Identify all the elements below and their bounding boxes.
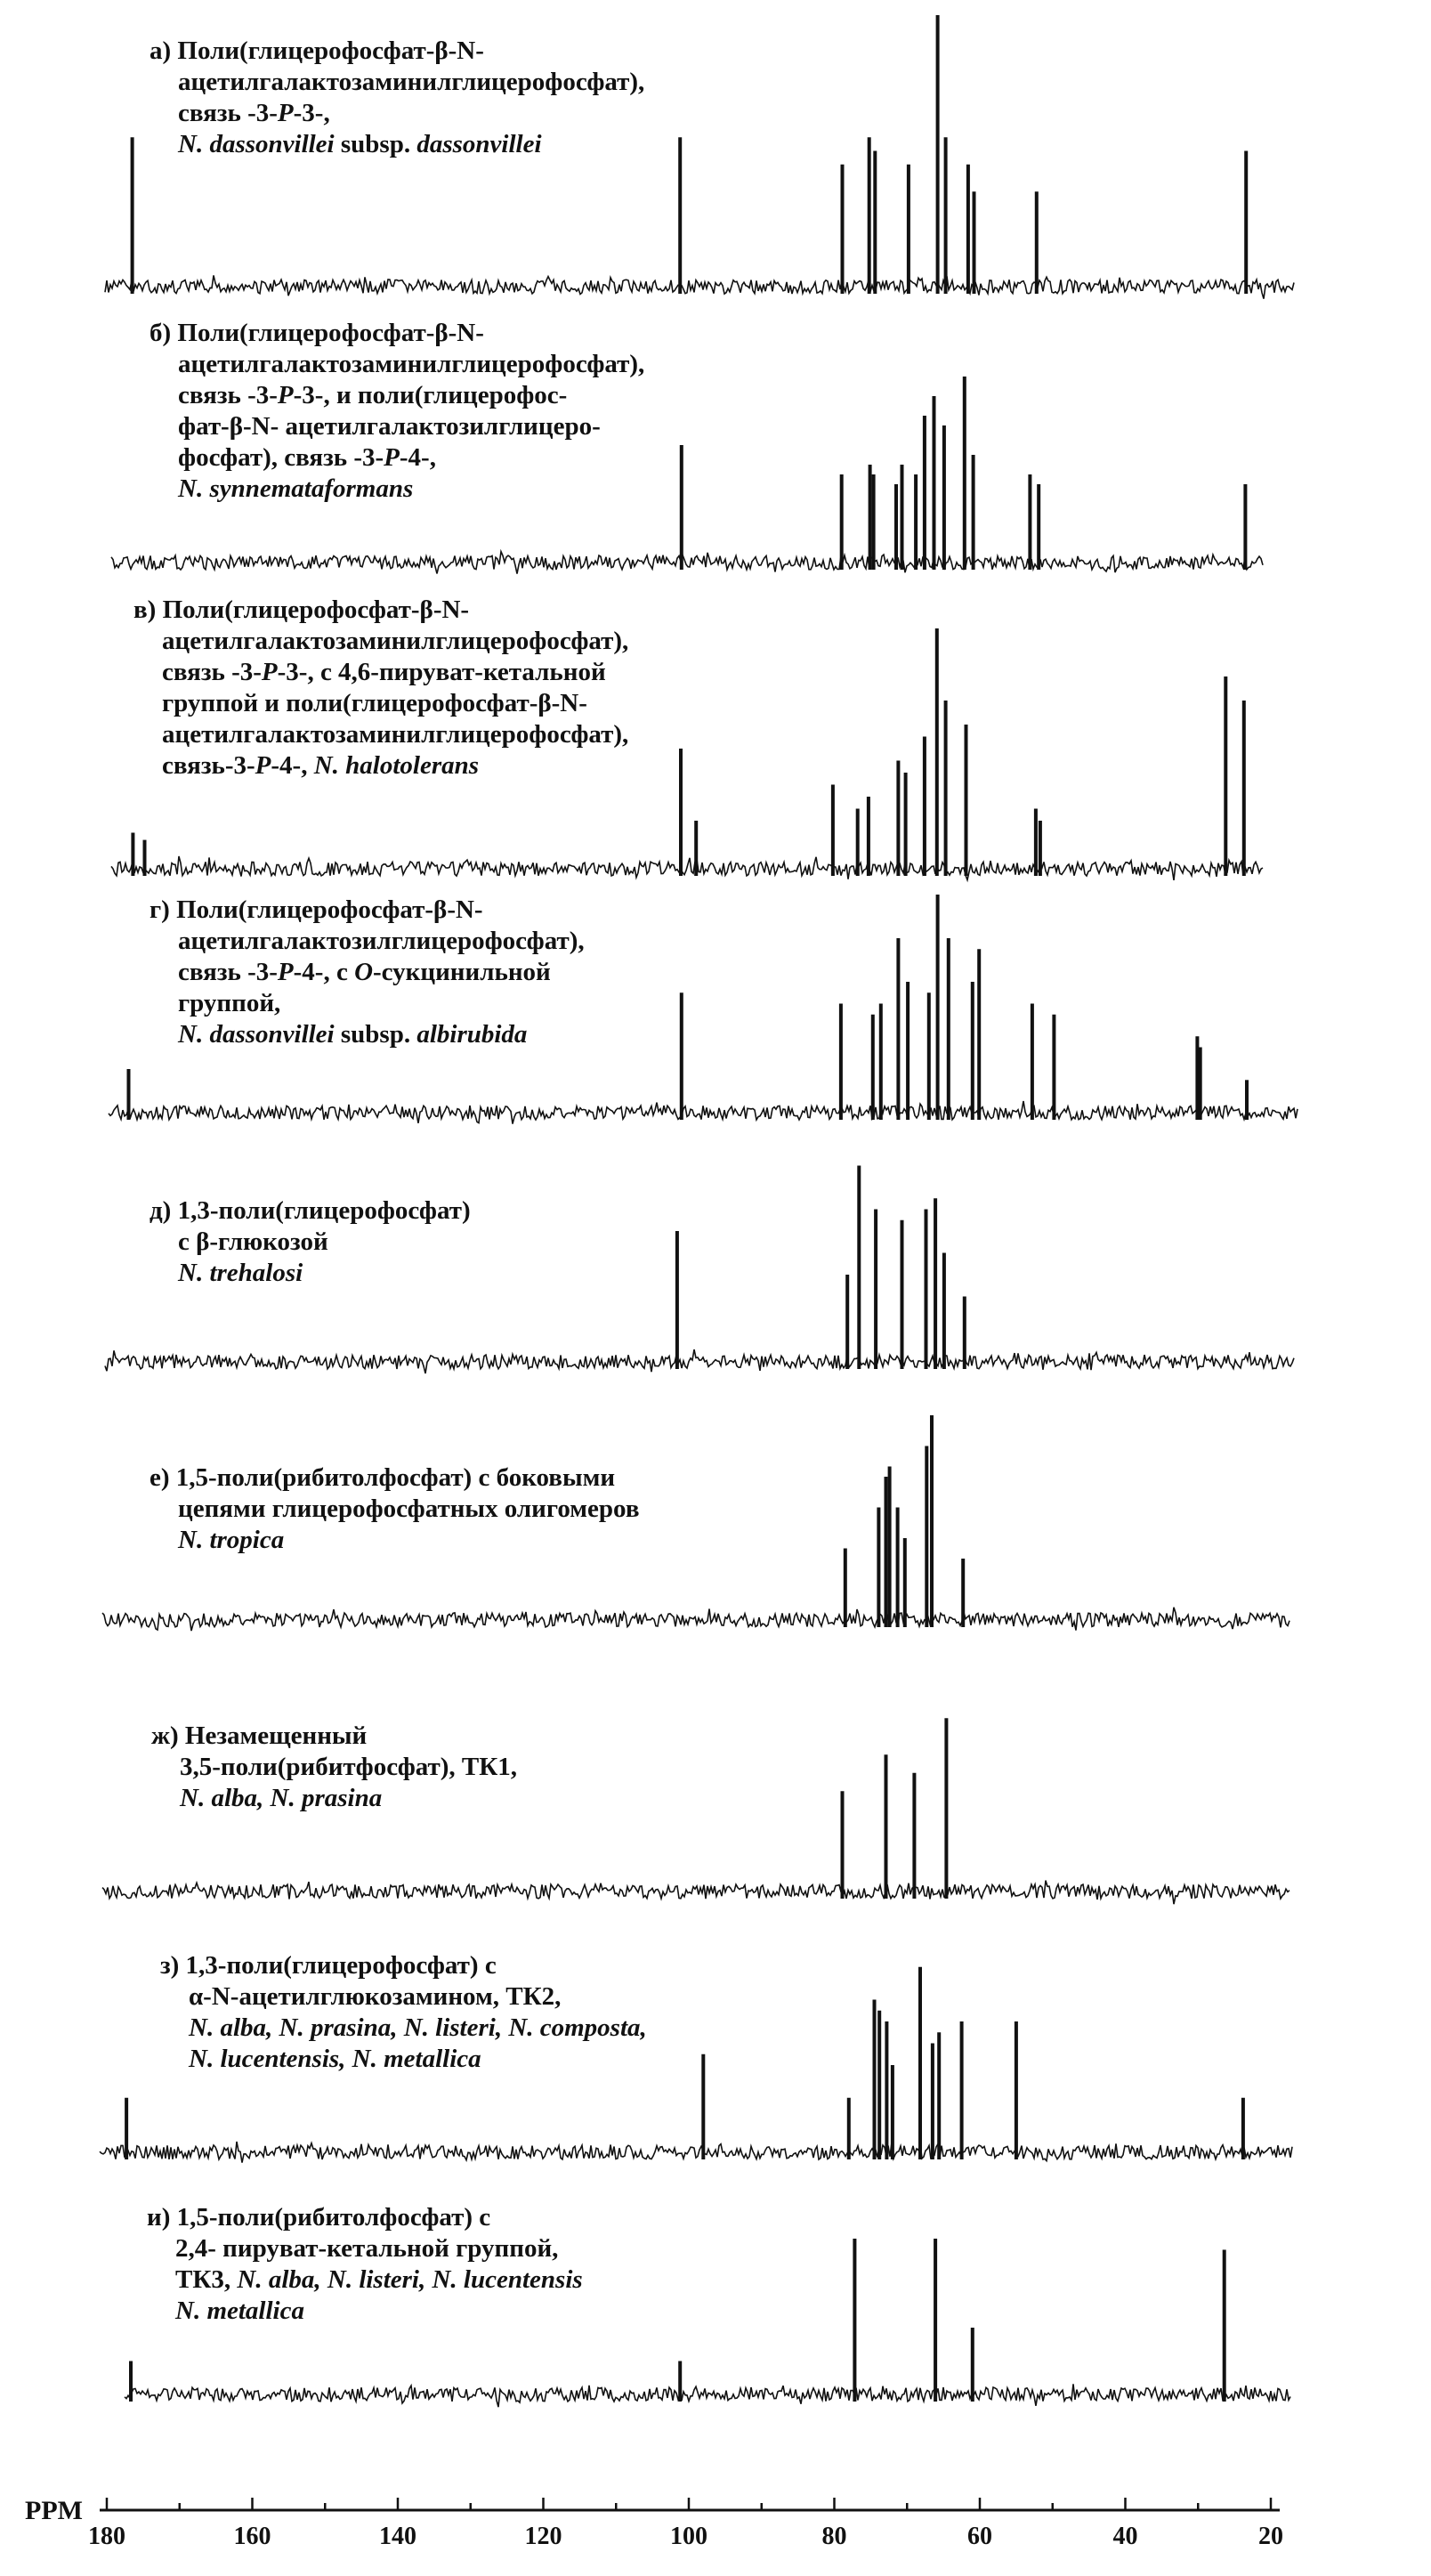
panel-label-line bbox=[150, 380, 644, 411]
label-segment: ж) Незамещенный bbox=[151, 1721, 368, 1750]
x-tick-label: 160 bbox=[233, 2523, 271, 2550]
label-segment: α-N-ацетилглюкозамином, ТК2, bbox=[189, 1982, 562, 2011]
x-tick-label: 80 bbox=[821, 2523, 847, 2550]
label-segment: N. alba, N. listeri, N. lucentensis bbox=[237, 2265, 583, 2294]
panel-label-line bbox=[150, 988, 585, 1019]
x-tick-label: 120 bbox=[524, 2523, 562, 2550]
label-segment: P bbox=[384, 443, 400, 472]
label-segment: -4-, bbox=[271, 751, 314, 780]
label-segment: P bbox=[277, 958, 294, 986]
label-segment: -3-, с 4,6-пируват-кетальной bbox=[277, 658, 606, 686]
baseline-noise-e bbox=[102, 1608, 1290, 1631]
label-segment: O bbox=[354, 958, 374, 986]
label-segment: ацетилгалактозилглицерофосфат), bbox=[178, 927, 585, 955]
panel-label-line bbox=[160, 1950, 647, 1981]
x-tick-label: 20 bbox=[1258, 2523, 1283, 2550]
panel-label-line bbox=[150, 1195, 471, 1227]
baseline-noise-d bbox=[105, 1349, 1294, 1373]
x-tick-label: 100 bbox=[670, 2523, 707, 2550]
label-segment: з) 1,3-поли(глицерофосфат) с bbox=[160, 1951, 497, 1980]
panel-label-line bbox=[150, 1494, 639, 1525]
label-segment: фосфат), связь -3- bbox=[178, 443, 384, 472]
label-segment: б) Поли(глицерофосфат-β-N- bbox=[150, 319, 484, 347]
label-segment: N. halotolerans bbox=[313, 751, 480, 780]
panel-label-line bbox=[150, 442, 644, 474]
panel-label-line bbox=[150, 957, 585, 988]
label-segment: фат-β-N- ацетилгалактозилглицеро- bbox=[178, 412, 601, 441]
baseline-noise-zh bbox=[102, 1881, 1290, 1905]
baseline-noise-a bbox=[105, 275, 1294, 298]
baseline-noise-i bbox=[125, 2384, 1290, 2407]
panel-label-line bbox=[150, 895, 585, 926]
label-segment: 2,4- пируват-кетальной группой, bbox=[175, 2234, 559, 2263]
label-segment: -сукцинильной bbox=[373, 958, 551, 986]
panel-label-line bbox=[147, 2296, 583, 2327]
panel-label-d bbox=[150, 1195, 471, 1289]
panel-label-line bbox=[133, 657, 628, 688]
panel-label-line bbox=[133, 626, 628, 657]
label-segment: ТК3, bbox=[175, 2265, 238, 2294]
label-segment: N. metallica bbox=[175, 2297, 304, 2325]
x-tick-label: 60 bbox=[967, 2523, 992, 2550]
label-segment: связь -3- bbox=[162, 658, 262, 686]
label-segment: а) Поли(глицерофосфат-β-N- bbox=[150, 36, 484, 65]
label-segment: N. dassonvillei bbox=[178, 1020, 335, 1049]
x-tick-label: 180 bbox=[88, 2523, 125, 2550]
panel-label-line bbox=[151, 1721, 517, 1752]
panel-label-line bbox=[133, 719, 628, 750]
x-axis-title: PPM bbox=[25, 2496, 83, 2525]
panel-label-z bbox=[160, 1950, 647, 2075]
panel-label-v bbox=[133, 595, 628, 782]
panel-label-line bbox=[151, 1752, 517, 1783]
label-segment: P bbox=[277, 99, 294, 127]
panel-label-a bbox=[150, 36, 644, 160]
panel-label-i bbox=[147, 2202, 583, 2327]
panel-label-line bbox=[150, 349, 644, 380]
label-segment: в) Поли(глицерофосфат-β-N- bbox=[133, 595, 470, 624]
label-segment: N. synnemataformans bbox=[178, 474, 414, 503]
label-segment: ацетилгалактозаминилглицерофосфат), bbox=[162, 627, 629, 655]
panel-label-line bbox=[150, 36, 644, 67]
label-segment: д) 1,3-поли(глицерофосфат) bbox=[150, 1196, 471, 1225]
label-segment: dassonvillei bbox=[416, 130, 542, 158]
panel-label-line bbox=[160, 2044, 647, 2075]
label-segment: с β-глюкозой bbox=[178, 1227, 328, 1256]
panel-label-line bbox=[150, 318, 644, 349]
panel-label-line bbox=[150, 1227, 471, 1258]
panel-label-line bbox=[150, 1525, 639, 1556]
panel-label-line bbox=[150, 129, 644, 160]
label-segment: N. dassonvillei bbox=[178, 130, 335, 158]
label-segment: N. trehalosi bbox=[178, 1259, 303, 1287]
panel-label-line bbox=[150, 67, 644, 98]
panel-label-e bbox=[150, 1462, 639, 1556]
panel-label-line bbox=[133, 688, 628, 719]
panel-label-line bbox=[133, 750, 628, 782]
panel-label-line bbox=[160, 1981, 647, 2013]
panel-label-line bbox=[133, 595, 628, 626]
label-segment: г) Поли(глицерофосфат-β-N- bbox=[150, 895, 483, 924]
label-segment: связь -3- bbox=[178, 99, 278, 127]
panel-label-line bbox=[147, 2202, 583, 2233]
panel-label-zh bbox=[151, 1721, 517, 1814]
label-segment: связь -3- bbox=[178, 381, 278, 409]
label-segment: -3-, и поли(глицерофос- bbox=[293, 381, 568, 409]
baseline-noise-v bbox=[111, 856, 1263, 880]
baseline-noise-g bbox=[109, 1101, 1298, 1124]
label-segment: связь -3- bbox=[178, 958, 278, 986]
panel-label-line bbox=[147, 2233, 583, 2264]
label-segment: связь-3- bbox=[162, 751, 255, 780]
label-segment: N. alba, N. prasina bbox=[180, 1784, 383, 1812]
label-segment: N. alba, N. prasina, N. listeri, N. composta, bbox=[189, 2013, 647, 2042]
label-segment: -4-, с bbox=[293, 958, 355, 986]
panel-label-line bbox=[150, 411, 644, 442]
x-tick-label: 140 bbox=[379, 2523, 416, 2550]
label-segment: цепями глицерофосфатных олигомеров bbox=[178, 1495, 640, 1523]
label-segment: P bbox=[277, 381, 294, 409]
panel-label-b bbox=[150, 318, 644, 505]
panel-label-line bbox=[150, 1019, 585, 1050]
panel-label-line bbox=[151, 1783, 517, 1814]
label-segment: P bbox=[261, 658, 278, 686]
label-segment: группой и поли(глицерофосфат-β-N- bbox=[162, 689, 587, 717]
label-segment: -4-, bbox=[399, 443, 436, 472]
label-segment: группой, bbox=[178, 989, 281, 1017]
label-segment: ацетилгалактозаминилглицерофосфат), bbox=[178, 68, 645, 96]
label-segment: е) 1,5-поли(рибитолфосфат) с боковыми bbox=[150, 1463, 616, 1492]
panel-label-line bbox=[150, 1462, 639, 1494]
panel-label-line bbox=[150, 926, 585, 957]
label-segment: subsp. bbox=[334, 1020, 417, 1049]
panel-label-line bbox=[147, 2264, 583, 2296]
panel-label-line bbox=[150, 1258, 471, 1289]
panel-label-line bbox=[150, 474, 644, 505]
label-segment: и) 1,5-поли(рибитолфосфат) с bbox=[147, 2203, 491, 2232]
label-segment: -3-, bbox=[293, 99, 330, 127]
x-tick-label: 40 bbox=[1112, 2523, 1138, 2550]
baseline-noise-z bbox=[100, 2142, 1292, 2163]
label-segment: P bbox=[255, 751, 271, 780]
label-segment: N. lucentensis, N. metallica bbox=[189, 2045, 481, 2073]
panel-label-line bbox=[160, 2013, 647, 2044]
baseline-noise-b bbox=[111, 552, 1263, 574]
label-segment: ацетилгалактозаминилглицерофосфат), bbox=[162, 720, 629, 749]
label-segment: subsp. bbox=[334, 130, 417, 158]
label-segment: ацетилгалактозаминилглицерофосфат), bbox=[178, 350, 645, 378]
label-segment: 3,5-поли(рибитфосфат), ТК1, bbox=[180, 1753, 518, 1781]
label-segment: N. tropica bbox=[178, 1526, 285, 1554]
panel-label-g bbox=[150, 895, 585, 1050]
panel-label-line bbox=[150, 98, 644, 129]
label-segment: albirubida bbox=[416, 1020, 528, 1049]
